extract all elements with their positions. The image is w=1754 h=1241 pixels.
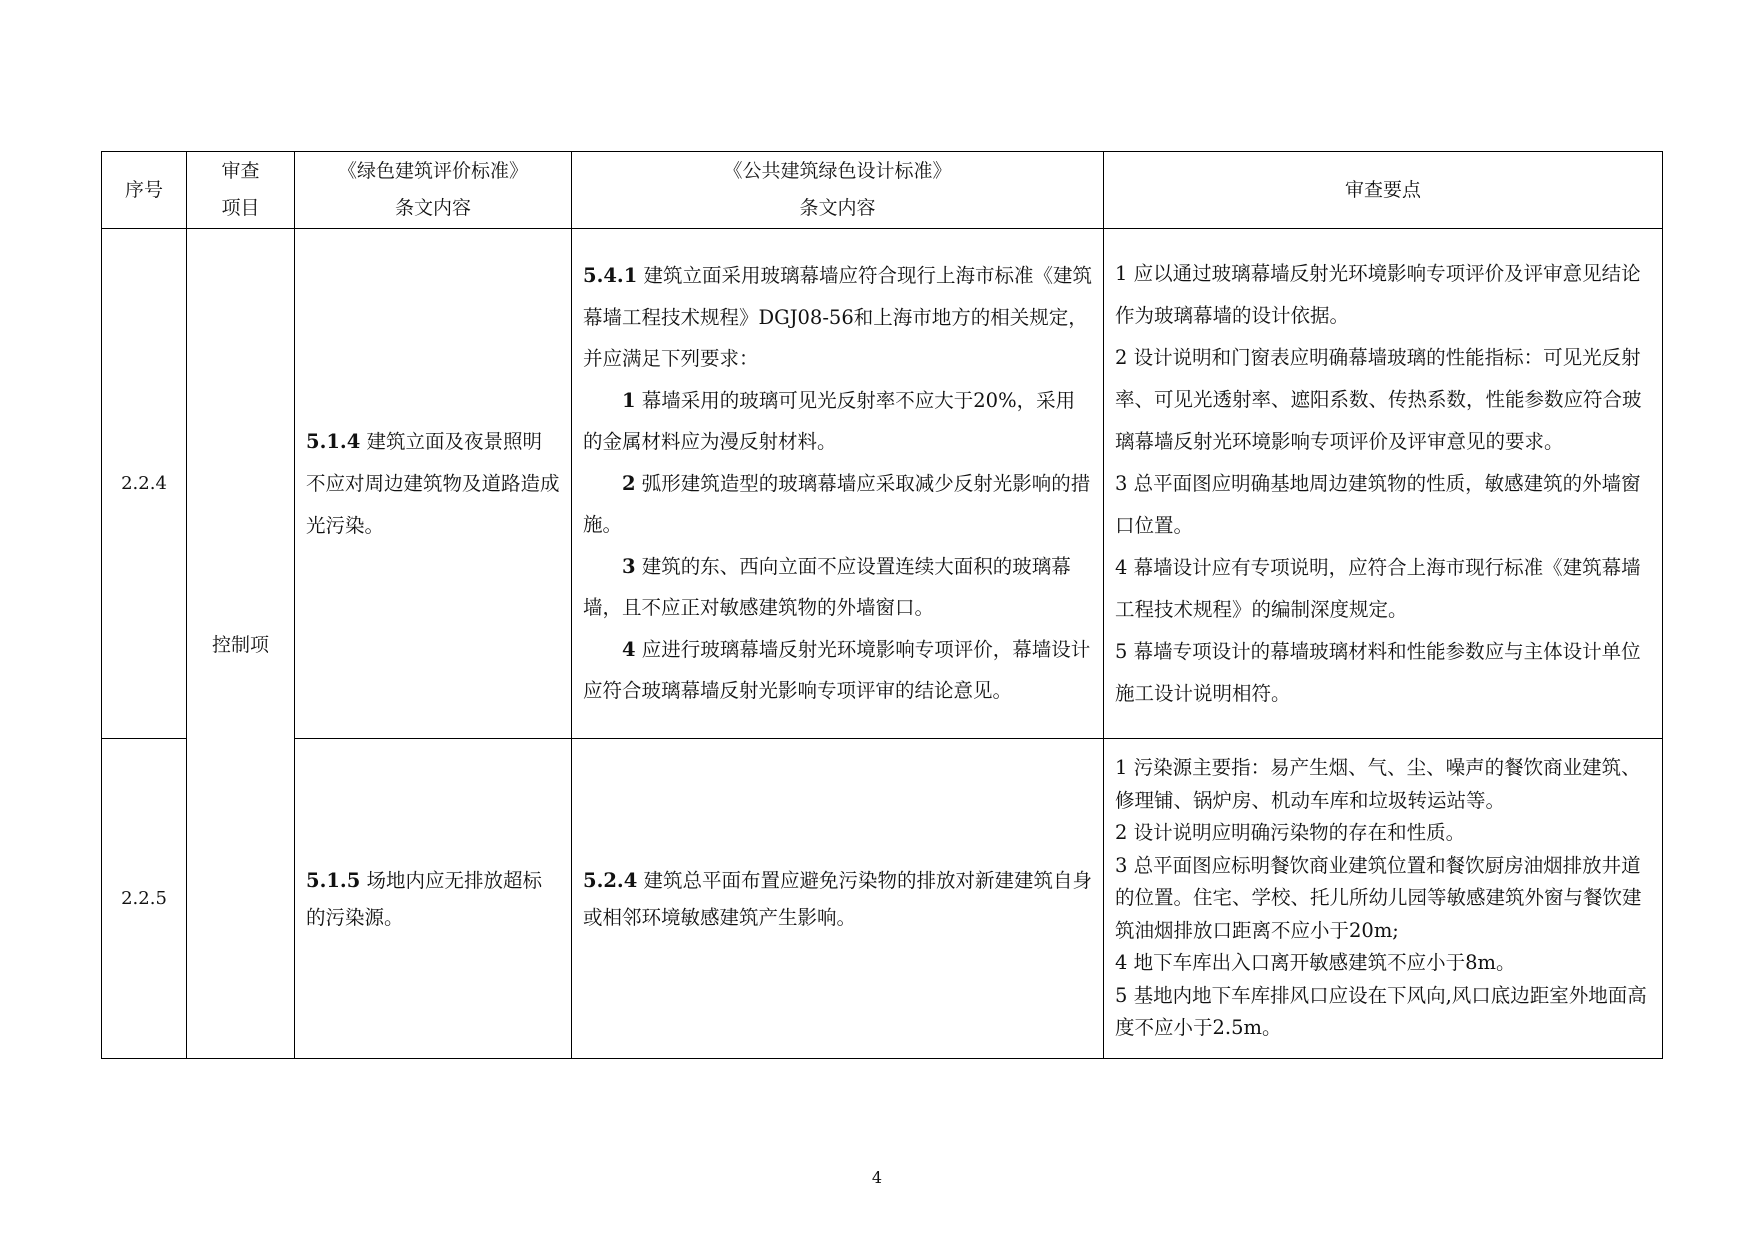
header-gb-standard: 《绿色建筑评价标准》 条文内容 [295,152,572,229]
clause-text: 建筑总平面布置应避免污染物的排放对新建建筑自身或相邻环境敏感建筑产生影响。 [583,868,1092,929]
review-point: 4 地下车库出入口离开敏感建筑不应小于8m。 [1115,951,1516,975]
review-point: 1 污染源主要指：易产生烟、气、尘、噪声的餐饮商业建筑、修理铺、锅炉房、机动车库和垃圾转运站等。 [1115,756,1641,812]
review-point: 5 幕墙专项设计的幕墙玻璃材料和性能参数应与主体设计单位施工设计说明相符。 [1115,639,1641,705]
clause-item: 3 建筑的东、西向立面不应设置连续大面积的玻璃幕墙，且不应正对敏感建筑物的外墙窗口。 [583,554,1071,620]
table-row [102,739,1663,1059]
clause-number: 5.4.1 [583,264,638,288]
header-seq: 序号 [102,152,187,229]
header-review-points: 审查要点 [1104,152,1663,229]
review-points [1104,739,1663,1059]
clause-text: 建筑立面及夜景照明不应对周边建筑物及道路造成光污染。 [306,429,560,537]
clause-item: 4 应进行玻璃幕墙反射光环境影响专项评价，幕墙设计应符合玻璃幕墙反射光影响专项评审的结论意见。 [583,637,1091,703]
clause-item: 1 幕墙采用的玻璃可见光反射率不应大于20%，采用的金属材料应为漫反射材料。 [583,388,1076,454]
review-point: 5 基地内地下车库排风口应设在下风向,风口底边距室外地面高度不应小于2.5m。 [1115,983,1647,1040]
clause-item: 2 弧形建筑造型的玻璃幕墙应采取减少反射光影响的措施。 [583,471,1091,537]
review-points [1104,229,1663,739]
header-row [102,152,1663,229]
page-number: 4 [871,1168,883,1187]
review-point: 1 应以通过玻璃幕墙反射光环境影响专项评价及评审意见结论作为玻璃幕墙的设计依据。 [1115,261,1641,327]
header-public-standard: 《公共建筑绿色设计标准》 条文内容 [572,152,1104,229]
public-clause [572,739,1104,1059]
clause-number: 5.1.4 [306,429,361,453]
clause-text: 场地内应无排放超标的污染源。 [306,868,542,929]
review-point: 4 幕墙设计应有专项说明，应符合上海市现行标准《建筑幕墙工程技术规程》的编制深度规定。 [1115,555,1641,621]
review-table [101,151,1663,1059]
review-category: 控制项 [187,229,295,1059]
row-seq: 2.2.4 [102,229,187,739]
gb-clause [295,229,572,739]
clause-number: 5.2.4 [583,868,638,892]
gb-clause [295,739,572,1059]
clause-text: 建筑立面采用玻璃幕墙应符合现行上海市标准《建筑幕墙工程技术规程》DGJ08-56和上海市地方的相关规定，并应满足下列要求： [583,264,1092,371]
review-point: 2 设计说明和门窗表应明确幕墙玻璃的性能指标：可见光反射率、可见光透射率、遮阳系数、传热系数，性能参数应符合玻璃幕墙反射光环境影响专项评价及评审意见的要求。 [1115,345,1642,453]
review-point: 3 总平面图应标明餐饮商业建筑位置和餐饮厨房油烟排放井道的位置。住宅、学校、托儿所幼儿园等敏感建筑外窗与餐饮建筑油烟排放口距离不应小于20m; [1115,853,1642,942]
row-seq: 2.2.5 [102,739,187,1059]
header-item: 审查 项目 [187,152,295,229]
table-row [102,229,1663,739]
clause-number: 5.1.5 [306,868,361,892]
review-point: 3 总平面图应明确基地周边建筑物的性质，敏感建筑的外墙窗口位置。 [1115,471,1641,537]
public-clause [572,229,1104,739]
review-point: 2 设计说明应明确污染物的存在和性质。 [1115,821,1466,845]
